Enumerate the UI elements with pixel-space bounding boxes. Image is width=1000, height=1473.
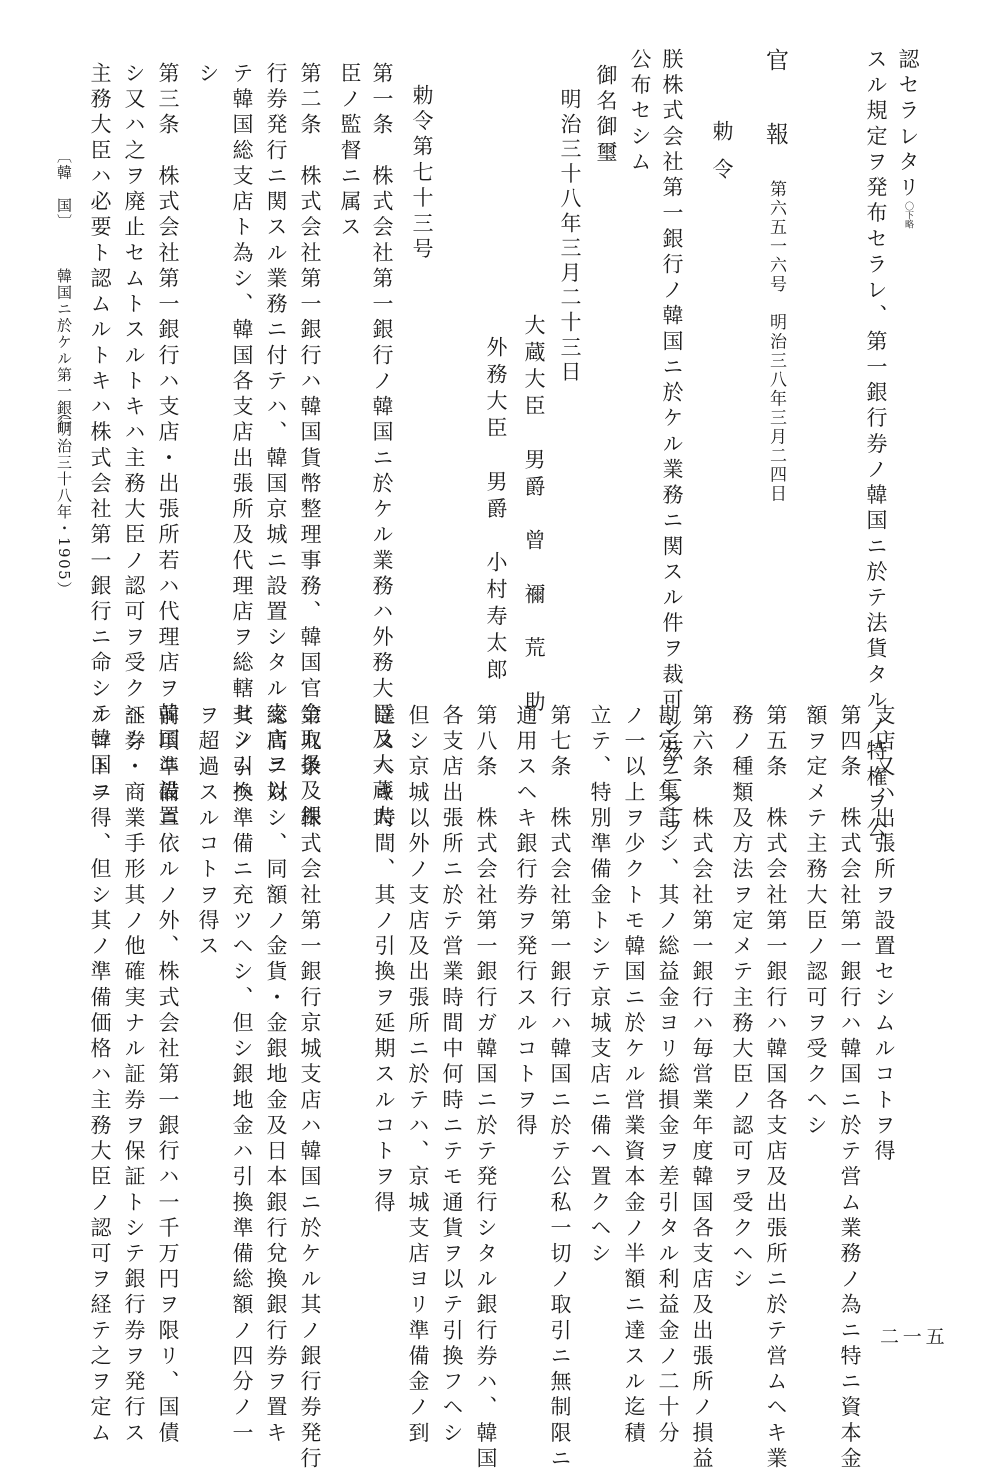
- bottom-line-10: 第七条 株式会社第一銀行ハ韓国ニ於テ公私一切ノ取引ニ無制限ニ: [548, 704, 572, 1473]
- article-2-line-4: シ: [196, 62, 220, 88]
- article-3-line-1: 第三条 株式会社第一銀行ハ支店・出張所若ハ代理店ヲ韓国ニ設置: [156, 62, 180, 831]
- bottom-line-7: 勘定ヲ集計シ、其ノ総益金ヨリ総損金ヲ差引タル利益金ノ二十分: [656, 704, 680, 1447]
- bottom-line-4: 第五条 株式会社第一銀行ハ韓国各支店及出張所ニ於テ営ムヘキ業: [764, 704, 788, 1473]
- signatory-minister-2: 外務大臣 男爵 小村寿太郎: [484, 336, 508, 686]
- bottom-line-8: ノ一以上ヲ少クトモ韓国ニ於ケル営業資本金ノ半額ニ達スル迄積: [622, 704, 646, 1447]
- intro-line-2-text: 認セラレタリ: [896, 48, 920, 202]
- intro-line-2: [897, 48, 918, 229]
- gazette-title: 官 報: [762, 48, 788, 159]
- bottom-line-1: 支店又ハ出張所ヲ設置セシムルコトヲ得: [872, 704, 896, 1166]
- bottom-line-5: 務ノ種類及方法ヲ定メテ主務大臣ノ認可ヲ受クヘシ: [730, 704, 754, 1294]
- bottom-line-6: 第六条 株式会社第一銀行ハ毎営業年度韓国各支店及出張所ノ損益: [690, 704, 714, 1473]
- bottom-line-13: 各支店出張所ニ於テ営業時間中何時ニテモ通貨ヲ以テ引換フヘシ: [440, 704, 464, 1447]
- bottom-line-9: 立テ、特別準備金トシテ京城支店ニ備ヘ置クヘシ: [588, 704, 612, 1268]
- bottom-line-15: 達スヘキ時間、其ノ引換ヲ延期スルコトヲ得: [372, 704, 396, 1217]
- edict-date: 明治三十八年三月二十三日: [558, 88, 582, 386]
- article-2-line-3: テ韓国総支店ト為シ、韓国各支店出張所及代理店ヲ総轄セシムヘ: [230, 62, 254, 805]
- bottom-line-2: 第四条 株式会社第一銀行ハ韓国ニ於テ営ム業務ノ為ニ特ニ資本金: [838, 704, 862, 1473]
- edict-heading: 勅令: [710, 120, 734, 196]
- bottom-line-14: 但シ京城以外ノ支店及出張所ニ於テハ、京城支店ヨリ準備金ノ到: [406, 704, 430, 1447]
- preamble-line-1: 朕株式会社第一銀行ノ韓国ニ於ケル業務ニ関スル件ヲ裁可シ茲ニ之ヲ: [660, 48, 684, 843]
- intro-line-2-note: 〇下略: [903, 201, 913, 229]
- page-number: 二一五: [880, 1326, 949, 1348]
- intro-line-1: スル規定ヲ発布セラレ、第一銀行券ノ韓国ニ於テ法貨タルノ特権ヲ公: [864, 48, 888, 843]
- bottom-line-22: ルコトヲ得、但シ其ノ準備価格ハ主務大臣ノ認可ヲ経テ之ヲ定ム: [88, 704, 112, 1447]
- bottom-line-18: 其ノ引換準備ニ充ツヘシ、但シ銀地金ハ引換準備総額ノ四分ノ一: [230, 704, 254, 1447]
- preamble-line-2: 公布セシム: [628, 48, 652, 177]
- bottom-line-11: 通用スヘキ銀行券ヲ発行スルコトヲ得: [514, 704, 538, 1140]
- bottom-line-21: 証券・商業手形其ノ他確実ナル証券ヲ保証トシテ銀行券ヲ発行ス: [122, 704, 146, 1447]
- bottom-line-12: 第八条 株式会社第一銀行ガ韓国ニ於テ発行シタル銀行券ハ、韓国: [474, 704, 498, 1473]
- imperial-sign: 御名御璽: [594, 64, 618, 167]
- article-3-line-3: 主務大臣ハ必要ト認ムルトキハ株式会社第一銀行ニ命シテ韓国ニ: [88, 62, 112, 805]
- bottom-line-16: 第九条 株式会社第一銀行京城支店ハ韓国ニ於ケル其ノ銀行券発行: [298, 704, 322, 1473]
- article-3-line-2: シ又ハ之ヲ廃止セムトスルトキハ主務大臣ノ認可ヲ受クヘシ: [122, 62, 146, 754]
- bottom-line-20: 前項準備ニ依ルノ外、株式会社第一銀行ハ一千万円ヲ限リ、国債: [156, 704, 180, 1447]
- bottom-line-17: 総高ニ対シ、同額ノ金貨・金銀地金及日本銀行兌換銀行券ヲ置キ: [264, 704, 288, 1447]
- footer-section: 〔韓 国〕: [55, 148, 73, 231]
- article-2-line-2: 行券発行ニ関スル業務ニ付テハ、韓国京城ニ設置シタル支店ヲ以: [264, 62, 288, 805]
- article-2-line-1: 第二条 株式会社第一銀行ハ韓国貨幣整理事務、韓国官金取扱及銀: [298, 62, 322, 831]
- article-1-line-1: 第一条 株式会社第一銀行ノ韓国ニ於ケル業務ハ外務大臣及大蔵大: [370, 62, 394, 831]
- signatory-minister-1: 大蔵大臣 男爵 曾 禰 荒 助: [522, 314, 546, 718]
- bottom-line-3: 額ヲ定メテ主務大臣ノ認可ヲ受クヘシ: [804, 704, 828, 1140]
- article-1-line-2: 臣ノ監督ニ属ス: [338, 62, 362, 242]
- bottom-line-19: ヲ超過スルコトヲ得ス: [196, 704, 220, 961]
- footer-running-title: 韓国ニ於ケル第一銀行: [55, 268, 73, 433]
- edict-number: 勅令第七十三号: [410, 84, 434, 264]
- gazette-issue: 第六五一六号 明治三八年三月二四日: [766, 180, 786, 504]
- footer-year: （明治三十八年・1905）: [55, 405, 73, 598]
